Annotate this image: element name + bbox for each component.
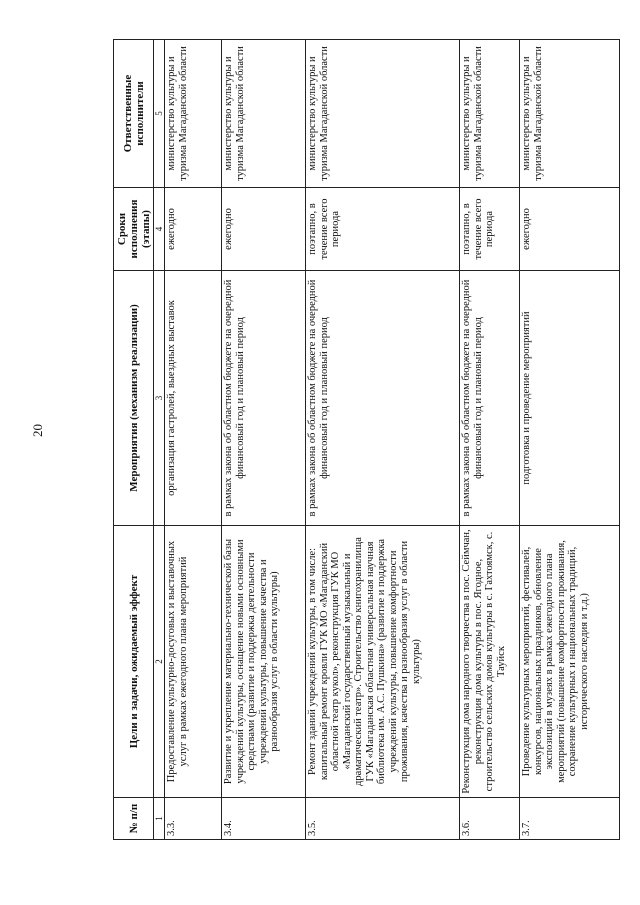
column-number: 3 xyxy=(154,271,165,526)
column-number-row xyxy=(154,40,165,840)
row-number: 3.6. xyxy=(460,798,520,840)
column-number: 1 xyxy=(154,798,165,840)
column-number: 2 xyxy=(154,526,165,798)
page-number: 20 xyxy=(30,424,45,437)
row-term: ежегодно xyxy=(165,188,222,271)
table-row xyxy=(460,40,520,840)
row-responsible: министерство культуры и туризма Магаданской области xyxy=(306,40,460,188)
row-responsible: министерство культуры и туризма Магаданской области xyxy=(222,40,306,188)
row-goal: Предоставление культурно-досуговых и выставочных услуг в рамках ежегодного плана мероприятий xyxy=(165,526,222,798)
header-num: № п/п xyxy=(114,798,154,840)
row-number: 3.7. xyxy=(520,798,620,840)
row-goal: Реконструкция дома народного творчества в пос. Сеймчан, реконструкция дома культуры в пос. Ягодное, строительство сельских домов культуры в с. Гахтоямск, с. Тауйск xyxy=(460,526,520,798)
table-row xyxy=(520,40,620,840)
row-measure: в рамках закона об областном бюджете на очередной финансовый год и плановый период xyxy=(222,271,306,526)
row-number: 3.3. xyxy=(165,798,222,840)
row-measure: в рамках закона об областном бюджете на очередной финансовый год и плановый период xyxy=(460,271,520,526)
header-terms: Сроки исполнения (этапы) xyxy=(114,188,154,271)
rotated-table-container xyxy=(113,40,618,840)
column-number: 4 xyxy=(154,188,165,271)
row-term: поэтапно, в течение всего периода xyxy=(306,188,460,271)
row-number: 3.4. xyxy=(222,798,306,840)
header-measures: Мероприятия (механизм реализации) xyxy=(114,271,154,526)
row-responsible: министерство культуры и туризма Магаданской области xyxy=(520,40,620,188)
row-term: ежегодно xyxy=(222,188,306,271)
header-goals: Цели и задачи, ожидаемый эффект xyxy=(114,526,154,798)
table-header-row xyxy=(114,40,154,840)
row-goal: Проведение культурных мероприятий, фестивалей, конкурсов, национальных праздников, обновление экспозиций в музеях в рамках ежегодного плана мероприятий (повышение комфортности проживания, сохранение культурных и национальных традиций, исторического наследия и т.д.) xyxy=(520,526,620,798)
table-row xyxy=(165,40,222,840)
row-measure: организация гастролей, выездных выставок xyxy=(165,271,222,526)
row-responsible: министерство культуры и туризма Магаданской области xyxy=(460,40,520,188)
row-goal: Ремонт зданий учреждений культуры, в том числе: капитальный ремонт кровли ГУК МО «Магаданский областной театр кукол», реконструкция ГУК МО «Магаданский государственный музыкальный и драматический театр». Строительство книгохранилища ГУК «Магаданская областная универсальная научная библиотека им. А.С. Пушкина» (развитие и поддержка учреждений культуры, повышение комфортности проживания, качества и разнообразия услуг в области культуры) xyxy=(306,526,460,798)
row-responsible: министерство культуры и туризма Магаданской области xyxy=(165,40,222,188)
table-row xyxy=(222,40,306,840)
column-number: 5 xyxy=(154,40,165,188)
table-row xyxy=(306,40,460,840)
measures-table xyxy=(113,39,620,840)
row-measure: в рамках закона об областном бюджете на очередной финансовый год и плановый период xyxy=(306,271,460,526)
header-responsible: Ответственные исполнители xyxy=(114,40,154,188)
row-term: ежегодно xyxy=(520,188,620,271)
row-measure: подготовка и проведение мероприятий xyxy=(520,271,620,526)
row-number: 3.5. xyxy=(306,798,460,840)
row-goal: Развитие и укрепление материально-технической базы учреждений культуры, оснащение новыми основными средствами (развитие и поддержка деятельности учреждений культуры, повышение качества и разнообразия услуг в области культуры) xyxy=(222,526,306,798)
row-term: поэтапно, в течение всего периода xyxy=(460,188,520,271)
